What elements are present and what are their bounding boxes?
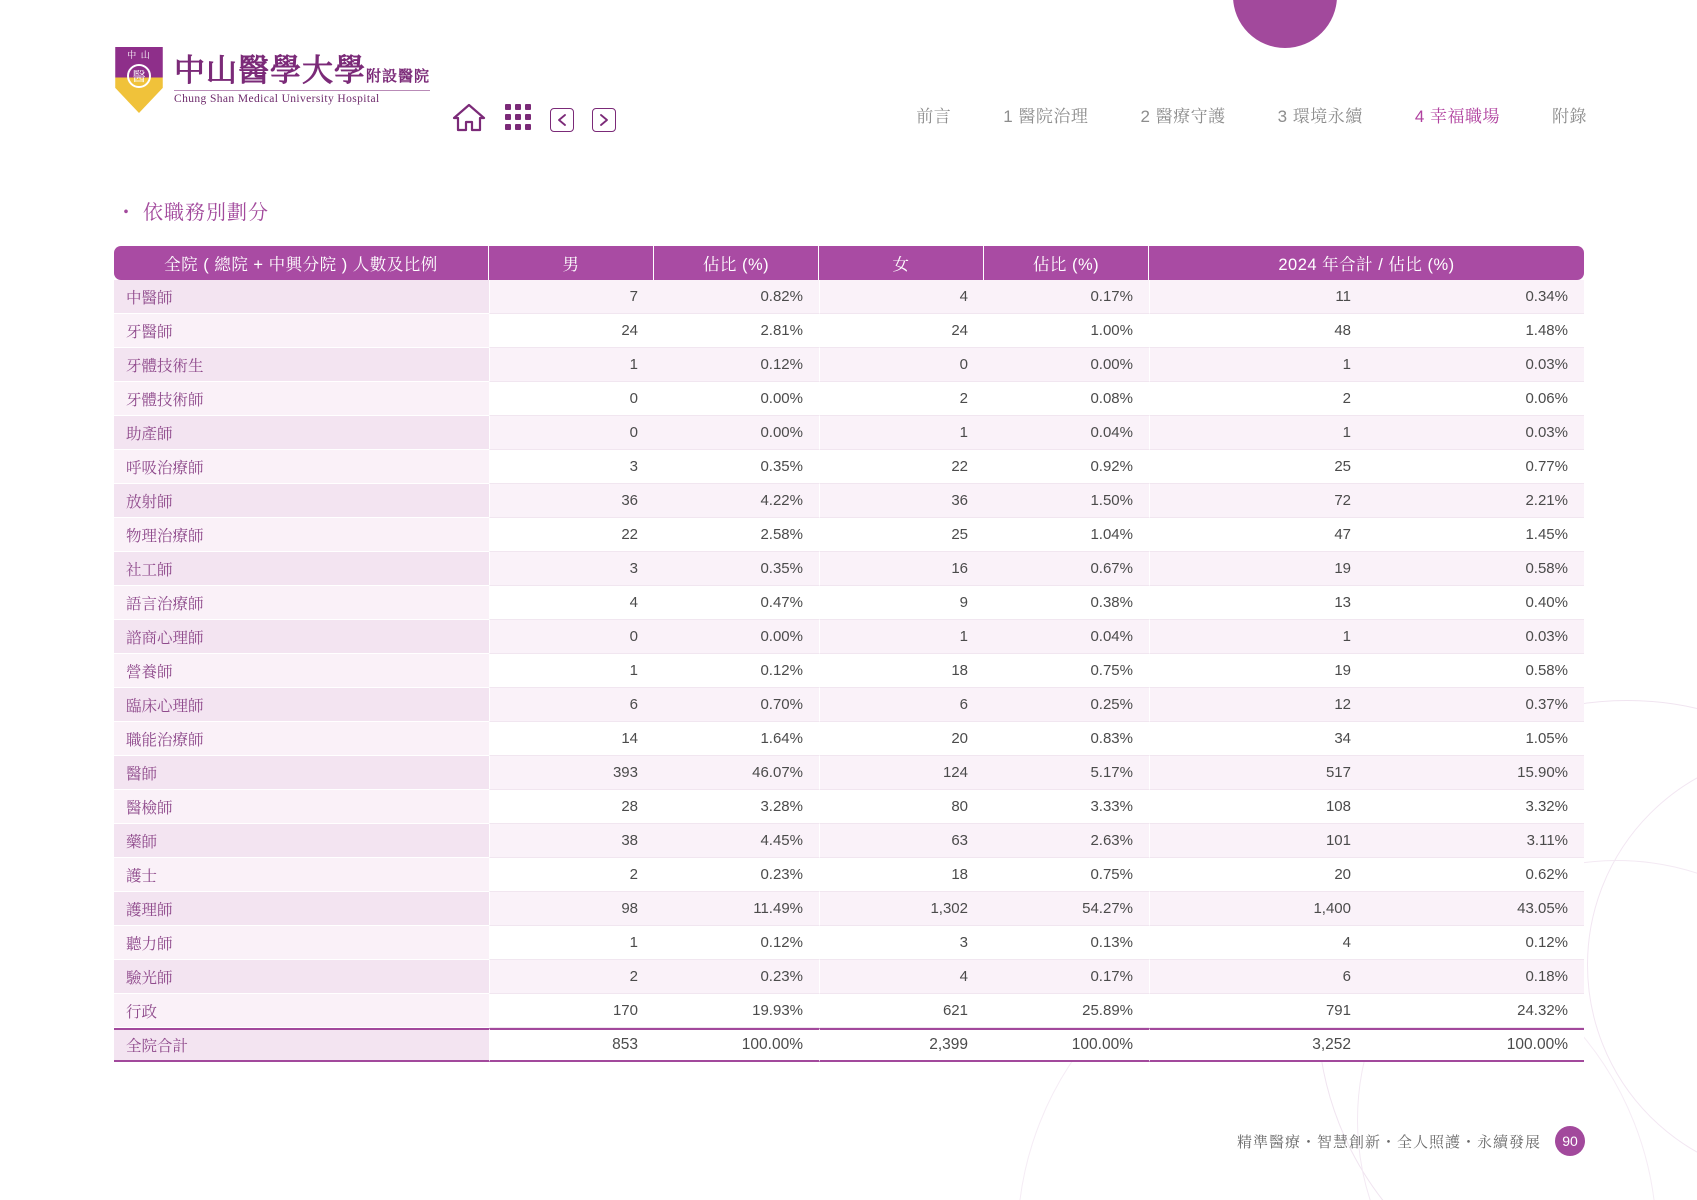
cell-total: 48 [1149,314,1367,348]
cell-male-pct: 2.58% [654,518,819,552]
cell-total: 4 [1149,926,1367,960]
cell-total-pct: 0.58% [1367,654,1584,688]
cell-role: 全院合計 [114,1028,489,1062]
cell-role: 語言治療師 [114,586,489,620]
table-row [114,858,1584,892]
cell-male-pct: 0.12% [654,654,819,688]
cell-male: 2 [489,960,654,994]
logo-chinese-name [174,55,430,88]
cell-female: 63 [819,824,984,858]
cell-role: 職能治療師 [114,722,489,756]
cell-male: 24 [489,314,654,348]
cell-total-pct: 0.03% [1367,416,1584,450]
col-header-female-pct: 佔比 (%) [984,246,1149,280]
col-header-role: 全院 ( 總院 + 中興分院 ) 人數及比例 [114,246,489,280]
cell-female-pct: 25.89% [984,994,1149,1028]
cell-male-pct: 4.45% [654,824,819,858]
cell-total-pct: 2.21% [1367,484,1584,518]
cell-total: 19 [1149,552,1367,586]
table-row [114,960,1584,994]
cell-total-pct: 24.32% [1367,994,1584,1028]
cell-female: 0 [819,348,984,382]
cell-male-pct: 0.00% [654,416,819,450]
cell-total: 20 [1149,858,1367,892]
cell-female: 6 [819,688,984,722]
cell-female-pct: 100.00% [984,1028,1149,1062]
cell-total-pct: 3.32% [1367,790,1584,824]
cell-male-pct: 3.28% [654,790,819,824]
main-navigation [916,102,1587,127]
bullet-icon: ・ [116,202,137,224]
cell-male: 98 [489,892,654,926]
cell-total-pct: 43.05% [1367,892,1584,926]
col-header-total: 2024 年合計 / 佔比 (%) [1149,246,1584,280]
table-row [114,382,1584,416]
table-row [114,790,1584,824]
cell-total-pct: 0.12% [1367,926,1584,960]
cell-total-pct: 0.37% [1367,688,1584,722]
cell-role: 諮商心理師 [114,620,489,654]
page-number: 90 [1555,1126,1585,1156]
cell-male-pct: 0.00% [654,382,819,416]
cell-female-pct: 54.27% [984,892,1149,926]
cell-total-pct: 3.11% [1367,824,1584,858]
cell-total: 47 [1149,518,1367,552]
cell-female: 18 [819,654,984,688]
cell-role: 行政 [114,994,489,1028]
cell-total-pct: 0.03% [1367,620,1584,654]
cell-total-pct: 0.77% [1367,450,1584,484]
table-row [114,756,1584,790]
cell-female: 2 [819,382,984,416]
cell-role: 社工師 [114,552,489,586]
table-row [114,586,1584,620]
cell-male-pct: 0.82% [654,280,819,314]
cell-male-pct: 4.22% [654,484,819,518]
cell-total: 72 [1149,484,1367,518]
cell-female: 621 [819,994,984,1028]
cell-male-pct: 2.81% [654,314,819,348]
cell-total-pct: 15.90% [1367,756,1584,790]
cell-female: 2,399 [819,1028,984,1062]
cell-male-pct: 100.00% [654,1028,819,1062]
nav-item-workplace[interactable]: 4 幸福職場 [1414,107,1500,126]
cell-role: 助產師 [114,416,489,450]
cell-total: 1 [1149,416,1367,450]
logo-cn-mid: 醫學大學 [238,53,366,89]
cell-female-pct: 2.63% [984,824,1149,858]
cell-male: 170 [489,994,654,1028]
cell-total-pct: 1.45% [1367,518,1584,552]
cell-male-pct: 0.70% [654,688,819,722]
table-body [114,280,1584,1062]
cell-female-pct: 1.04% [984,518,1149,552]
cell-role: 醫師 [114,756,489,790]
cell-total: 517 [1149,756,1367,790]
cell-role: 聽力師 [114,926,489,960]
cell-male: 0 [489,416,654,450]
cell-role: 醫檢師 [114,790,489,824]
table-header-row [114,246,1584,280]
cell-total: 791 [1149,994,1367,1028]
table-total-row [114,1028,1584,1062]
cell-male-pct: 0.47% [654,586,819,620]
cell-female-pct: 0.25% [984,688,1149,722]
cell-male-pct: 0.35% [654,552,819,586]
logo-cn-sub: 附設醫院 [366,69,431,86]
cell-male-pct: 0.23% [654,858,819,892]
cell-male-pct: 19.93% [654,994,819,1028]
cell-total-pct: 0.18% [1367,960,1584,994]
cell-male: 14 [489,722,654,756]
cell-female-pct: 0.04% [984,416,1149,450]
cell-female-pct: 0.75% [984,858,1149,892]
next-page-icon[interactable] [592,108,616,132]
cell-female: 22 [819,450,984,484]
cell-female: 1 [819,416,984,450]
logo-mark-top-text: 中 山 [127,50,151,60]
cell-male: 2 [489,858,654,892]
cell-female: 16 [819,552,984,586]
cell-role: 牙體技術生 [114,348,489,382]
page-header [0,40,1697,126]
section-title [116,196,269,225]
cell-male: 3 [489,450,654,484]
table-row [114,552,1584,586]
cell-role: 放射師 [114,484,489,518]
cell-male-pct: 0.12% [654,348,819,382]
cell-female: 3 [819,926,984,960]
cell-male: 22 [489,518,654,552]
cell-male: 28 [489,790,654,824]
cell-female: 9 [819,586,984,620]
cell-female-pct: 5.17% [984,756,1149,790]
cell-total: 19 [1149,654,1367,688]
cell-role: 中醫師 [114,280,489,314]
cell-total: 25 [1149,450,1367,484]
cell-total-pct: 0.58% [1367,552,1584,586]
cell-role: 藥師 [114,824,489,858]
cell-female-pct: 0.17% [984,280,1149,314]
prev-page-icon[interactable] [550,108,574,132]
cell-female-pct: 0.75% [984,654,1149,688]
logo-english-name: Chung Shan Medical University Hospital [174,90,430,105]
table-row [114,688,1584,722]
cell-female: 18 [819,858,984,892]
cell-total: 12 [1149,688,1367,722]
cell-male-pct: 0.12% [654,926,819,960]
staff-by-role-table [114,246,1584,1062]
cell-male: 36 [489,484,654,518]
cell-total: 13 [1149,586,1367,620]
table-row [114,926,1584,960]
cell-female: 80 [819,790,984,824]
cell-role: 護理師 [114,892,489,926]
cell-total-pct: 1.48% [1367,314,1584,348]
nav-item-medical-care[interactable]: 2 醫療守護 [1140,107,1226,126]
cell-female: 4 [819,960,984,994]
logo-shield-icon [112,47,166,113]
table-row [114,722,1584,756]
nav-item-environment[interactable]: 3 環境永續 [1277,107,1363,126]
cell-male-pct: 11.49% [654,892,819,926]
logo-mark-center-text: 醫 [127,64,151,88]
cell-male-pct: 0.35% [654,450,819,484]
cell-male: 3 [489,552,654,586]
cell-total-pct: 100.00% [1367,1028,1584,1062]
col-header-male-pct: 佔比 (%) [654,246,819,280]
cell-female: 4 [819,280,984,314]
cell-female: 25 [819,518,984,552]
cell-role: 物理治療師 [114,518,489,552]
cell-total: 11 [1149,280,1367,314]
table-row [114,518,1584,552]
cell-male-pct: 0.23% [654,960,819,994]
cell-female: 20 [819,722,984,756]
nav-item-appendix[interactable]: 附錄 [1552,107,1587,126]
cell-role: 牙醫師 [114,314,489,348]
cell-role: 呼吸治療師 [114,450,489,484]
cell-female-pct: 0.04% [984,620,1149,654]
cell-female: 24 [819,314,984,348]
cell-role: 驗光師 [114,960,489,994]
table-row [114,892,1584,926]
cell-male-pct: 0.00% [654,620,819,654]
nav-item-governance[interactable]: 1 醫院治理 [1003,107,1089,126]
cell-female: 124 [819,756,984,790]
col-header-female: 女 [819,246,984,280]
cell-total: 34 [1149,722,1367,756]
cell-total: 3,252 [1149,1028,1367,1062]
cell-role: 護士 [114,858,489,892]
cell-total: 2 [1149,382,1367,416]
cell-total-pct: 1.05% [1367,722,1584,756]
table-row [114,824,1584,858]
table-row [114,416,1584,450]
cell-female-pct: 1.50% [984,484,1149,518]
logo-cn-main: 中山 [174,53,238,89]
cell-female-pct: 0.92% [984,450,1149,484]
cell-male: 7 [489,280,654,314]
page-footer [1237,1126,1585,1156]
cell-female: 36 [819,484,984,518]
cell-female-pct: 0.00% [984,348,1149,382]
cell-female-pct: 0.17% [984,960,1149,994]
cell-male: 0 [489,382,654,416]
table-row [114,620,1584,654]
cell-role: 臨床心理師 [114,688,489,722]
nav-item-preface[interactable]: 前言 [916,107,952,126]
cell-male-pct: 46.07% [654,756,819,790]
cell-female-pct: 0.38% [984,586,1149,620]
cell-male: 4 [489,586,654,620]
cell-male: 393 [489,756,654,790]
cell-total-pct: 0.62% [1367,858,1584,892]
home-icon[interactable] [452,102,486,137]
cell-role: 營養師 [114,654,489,688]
cell-total: 6 [1149,960,1367,994]
footer-slogan: 精準醫療・智慧創新・全人照護・永續發展 [1236,1133,1541,1151]
table-row [114,484,1584,518]
cell-male: 38 [489,824,654,858]
cell-female: 1,302 [819,892,984,926]
cell-female-pct: 0.08% [984,382,1149,416]
cell-total-pct: 0.34% [1367,280,1584,314]
cell-male: 6 [489,688,654,722]
cell-total: 1 [1149,348,1367,382]
cell-male: 1 [489,926,654,960]
cell-male: 1 [489,654,654,688]
table-row [114,994,1584,1028]
section-title-text: 依職務別劃分 [143,202,269,224]
cell-male: 1 [489,348,654,382]
cell-role: 牙體技術師 [114,382,489,416]
table-row [114,314,1584,348]
cell-total-pct: 0.40% [1367,586,1584,620]
cell-male: 0 [489,620,654,654]
cell-female-pct: 0.83% [984,722,1149,756]
cell-female-pct: 0.67% [984,552,1149,586]
cell-total: 1 [1149,620,1367,654]
nav-icon-group [452,102,616,137]
cell-total-pct: 0.06% [1367,382,1584,416]
grid-icon[interactable] [504,103,532,136]
cell-total: 101 [1149,824,1367,858]
table-row [114,450,1584,484]
cell-female-pct: 3.33% [984,790,1149,824]
col-header-male: 男 [489,246,654,280]
cell-male-pct: 1.64% [654,722,819,756]
table-row [114,348,1584,382]
cell-female: 1 [819,620,984,654]
cell-female-pct: 1.00% [984,314,1149,348]
cell-total: 1,400 [1149,892,1367,926]
cell-male: 853 [489,1028,654,1062]
table-row [114,280,1584,314]
hospital-logo [112,44,432,116]
cell-female-pct: 0.13% [984,926,1149,960]
cell-total: 108 [1149,790,1367,824]
table-row [114,654,1584,688]
cell-total-pct: 0.03% [1367,348,1584,382]
